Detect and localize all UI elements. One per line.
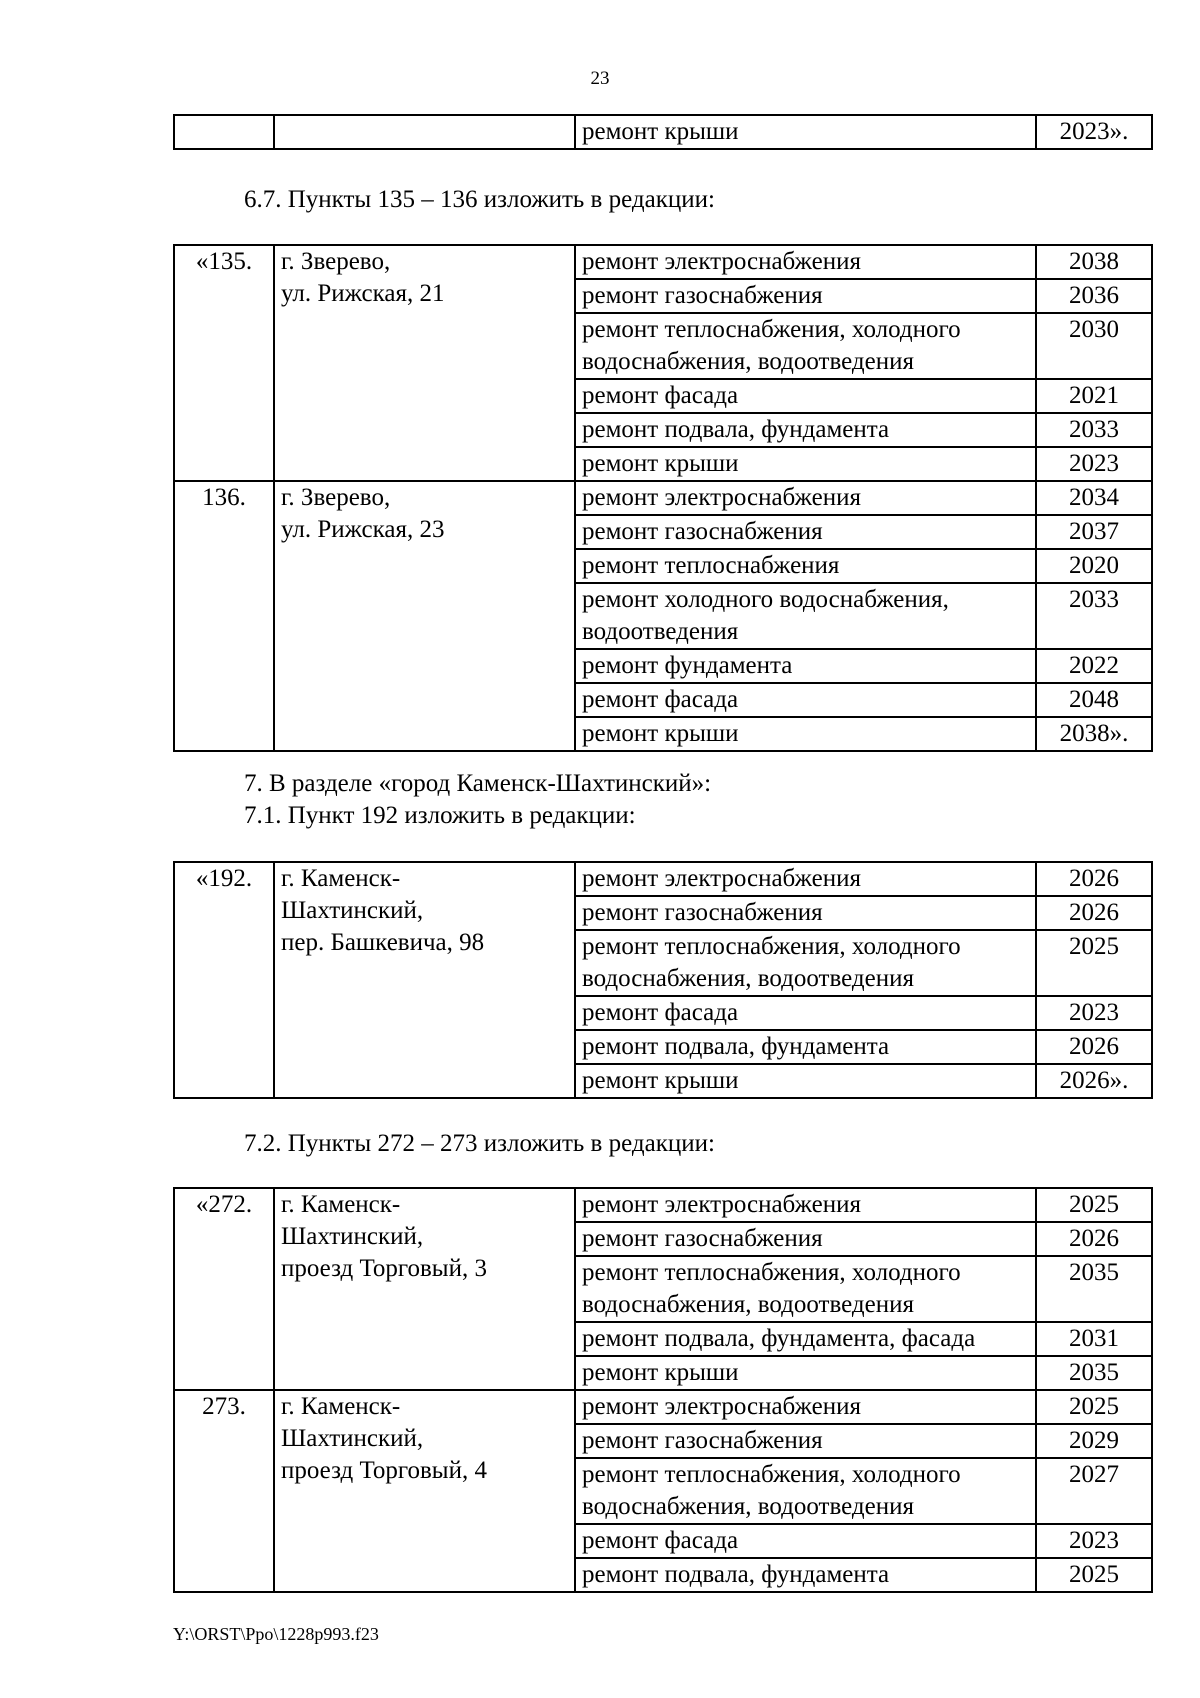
- work-cell: ремонт фундамента: [575, 649, 1036, 683]
- year-cell: 2037: [1036, 515, 1152, 549]
- work-cell: ремонт электроснабжения: [575, 481, 1036, 515]
- year-cell: 2025: [1036, 1188, 1152, 1222]
- address-cell: г. Зверево, ул. Рижская, 21: [274, 245, 575, 481]
- work-cell: ремонт электроснабжения: [575, 245, 1036, 279]
- work-cell: ремонт газоснабжения: [575, 515, 1036, 549]
- work-cell: ремонт крыши: [575, 1356, 1036, 1390]
- year-cell: 2033: [1036, 413, 1152, 447]
- address-cell: г. Каменск- Шахтинский, проезд Торговый, 4: [274, 1390, 575, 1592]
- year-cell: 2026: [1036, 1030, 1152, 1064]
- work-cell: ремонт газоснабжения: [575, 279, 1036, 313]
- work-cell: ремонт холодного водоснабжения, водоотведения: [575, 583, 1036, 649]
- work-cell: ремонт фасада: [575, 683, 1036, 717]
- item-number: [174, 115, 274, 149]
- work-cell: ремонт фасада: [575, 996, 1036, 1030]
- table-items-135-136: [173, 244, 1153, 752]
- address-cell: г. Зверево, ул. Рижская, 23: [274, 481, 575, 751]
- work-cell: ремонт крыши: [575, 447, 1036, 481]
- work-cell: ремонт электроснабжения: [575, 1390, 1036, 1424]
- year-cell: 2038: [1036, 245, 1152, 279]
- table-item-192: [173, 861, 1153, 1099]
- year-cell: 2025: [1036, 1390, 1152, 1424]
- work-cell: ремонт подвала, фундамента, фасада: [575, 1322, 1036, 1356]
- table-row: [174, 1188, 1152, 1222]
- year-cell: 2023: [1036, 1524, 1152, 1558]
- paragraph-7-2: 7.2. Пункты 272 – 273 изложить в редакции:: [244, 1130, 715, 1157]
- work-cell: ремонт подвала, фундамента: [575, 1558, 1036, 1592]
- year-cell: 2038».: [1036, 717, 1152, 751]
- year-cell: 2022: [1036, 649, 1152, 683]
- work-cell: ремонт теплоснабжения, холодного водоснабжения, водоотведения: [575, 930, 1036, 996]
- table-row: [174, 115, 1152, 149]
- year-cell: 2035: [1036, 1256, 1152, 1322]
- item-number: «192.: [174, 862, 274, 1098]
- year-cell: 2020: [1036, 549, 1152, 583]
- table-items-272-273: [173, 1187, 1153, 1593]
- work-cell: ремонт фасада: [575, 379, 1036, 413]
- table-row: [174, 245, 1152, 279]
- year-cell: 2029: [1036, 1424, 1152, 1458]
- paragraph-6-7: 6.7. Пункты 135 – 136 изложить в редакции:: [244, 186, 715, 213]
- work-cell: ремонт теплоснабжения, холодного водоснабжения, водоотведения: [575, 313, 1036, 379]
- year-cell: 2026: [1036, 1222, 1152, 1256]
- year-cell: 2048: [1036, 683, 1152, 717]
- work-cell: ремонт электроснабжения: [575, 1188, 1036, 1222]
- table-top-continuation: [173, 114, 1153, 150]
- table-row: [174, 862, 1152, 896]
- work-cell: ремонт крыши: [575, 717, 1036, 751]
- address-cell: г. Каменск- Шахтинский, пер. Башкевича, 98: [274, 862, 575, 1098]
- item-number: 273.: [174, 1390, 274, 1592]
- work-cell: ремонт крыши: [575, 1064, 1036, 1098]
- work-cell: ремонт подвала, фундамента: [575, 413, 1036, 447]
- item-number: «272.: [174, 1188, 274, 1390]
- work-cell: ремонт фасада: [575, 1524, 1036, 1558]
- work-cell: ремонт теплоснабжения: [575, 549, 1036, 583]
- year-cell: 2026: [1036, 896, 1152, 930]
- paragraph-7-1: 7.1. Пункт 192 изложить в редакции:: [244, 802, 636, 829]
- year-cell: 2026».: [1036, 1064, 1152, 1098]
- year-cell: 2036: [1036, 279, 1152, 313]
- work-cell: ремонт газоснабжения: [575, 1222, 1036, 1256]
- address-cell: г. Каменск- Шахтинский, проезд Торговый, 3: [274, 1188, 575, 1390]
- table-row: [174, 481, 1152, 515]
- year-cell: 2026: [1036, 862, 1152, 896]
- item-number: 136.: [174, 481, 274, 751]
- footer-file-path: Y:\ORST\Ppo\1228p993.f23: [173, 1624, 379, 1644]
- year-cell: 2023».: [1036, 115, 1152, 149]
- work-cell: ремонт крыши: [575, 115, 1036, 149]
- work-cell: ремонт газоснабжения: [575, 896, 1036, 930]
- year-cell: 2033: [1036, 583, 1152, 649]
- item-number: «135.: [174, 245, 274, 481]
- year-cell: 2034: [1036, 481, 1152, 515]
- year-cell: 2025: [1036, 930, 1152, 996]
- work-cell: ремонт электроснабжения: [575, 862, 1036, 896]
- year-cell: 2030: [1036, 313, 1152, 379]
- year-cell: 2031: [1036, 1322, 1152, 1356]
- work-cell: ремонт подвала, фундамента: [575, 1030, 1036, 1064]
- year-cell: 2025: [1036, 1558, 1152, 1592]
- work-cell: ремонт теплоснабжения, холодного водоснабжения, водоотведения: [575, 1256, 1036, 1322]
- year-cell: 2023: [1036, 447, 1152, 481]
- work-cell: ремонт газоснабжения: [575, 1424, 1036, 1458]
- table-row: [174, 1390, 1152, 1424]
- address-cell: [274, 115, 575, 149]
- year-cell: 2027: [1036, 1458, 1152, 1524]
- year-cell: 2021: [1036, 379, 1152, 413]
- year-cell: 2035: [1036, 1356, 1152, 1390]
- year-cell: 2023: [1036, 996, 1152, 1030]
- work-cell: ремонт теплоснабжения, холодного водоснабжения, водоотведения: [575, 1458, 1036, 1524]
- page-number: 23: [590, 68, 610, 89]
- paragraph-7: 7. В разделе «город Каменск-Шахтинский»:: [244, 770, 712, 797]
